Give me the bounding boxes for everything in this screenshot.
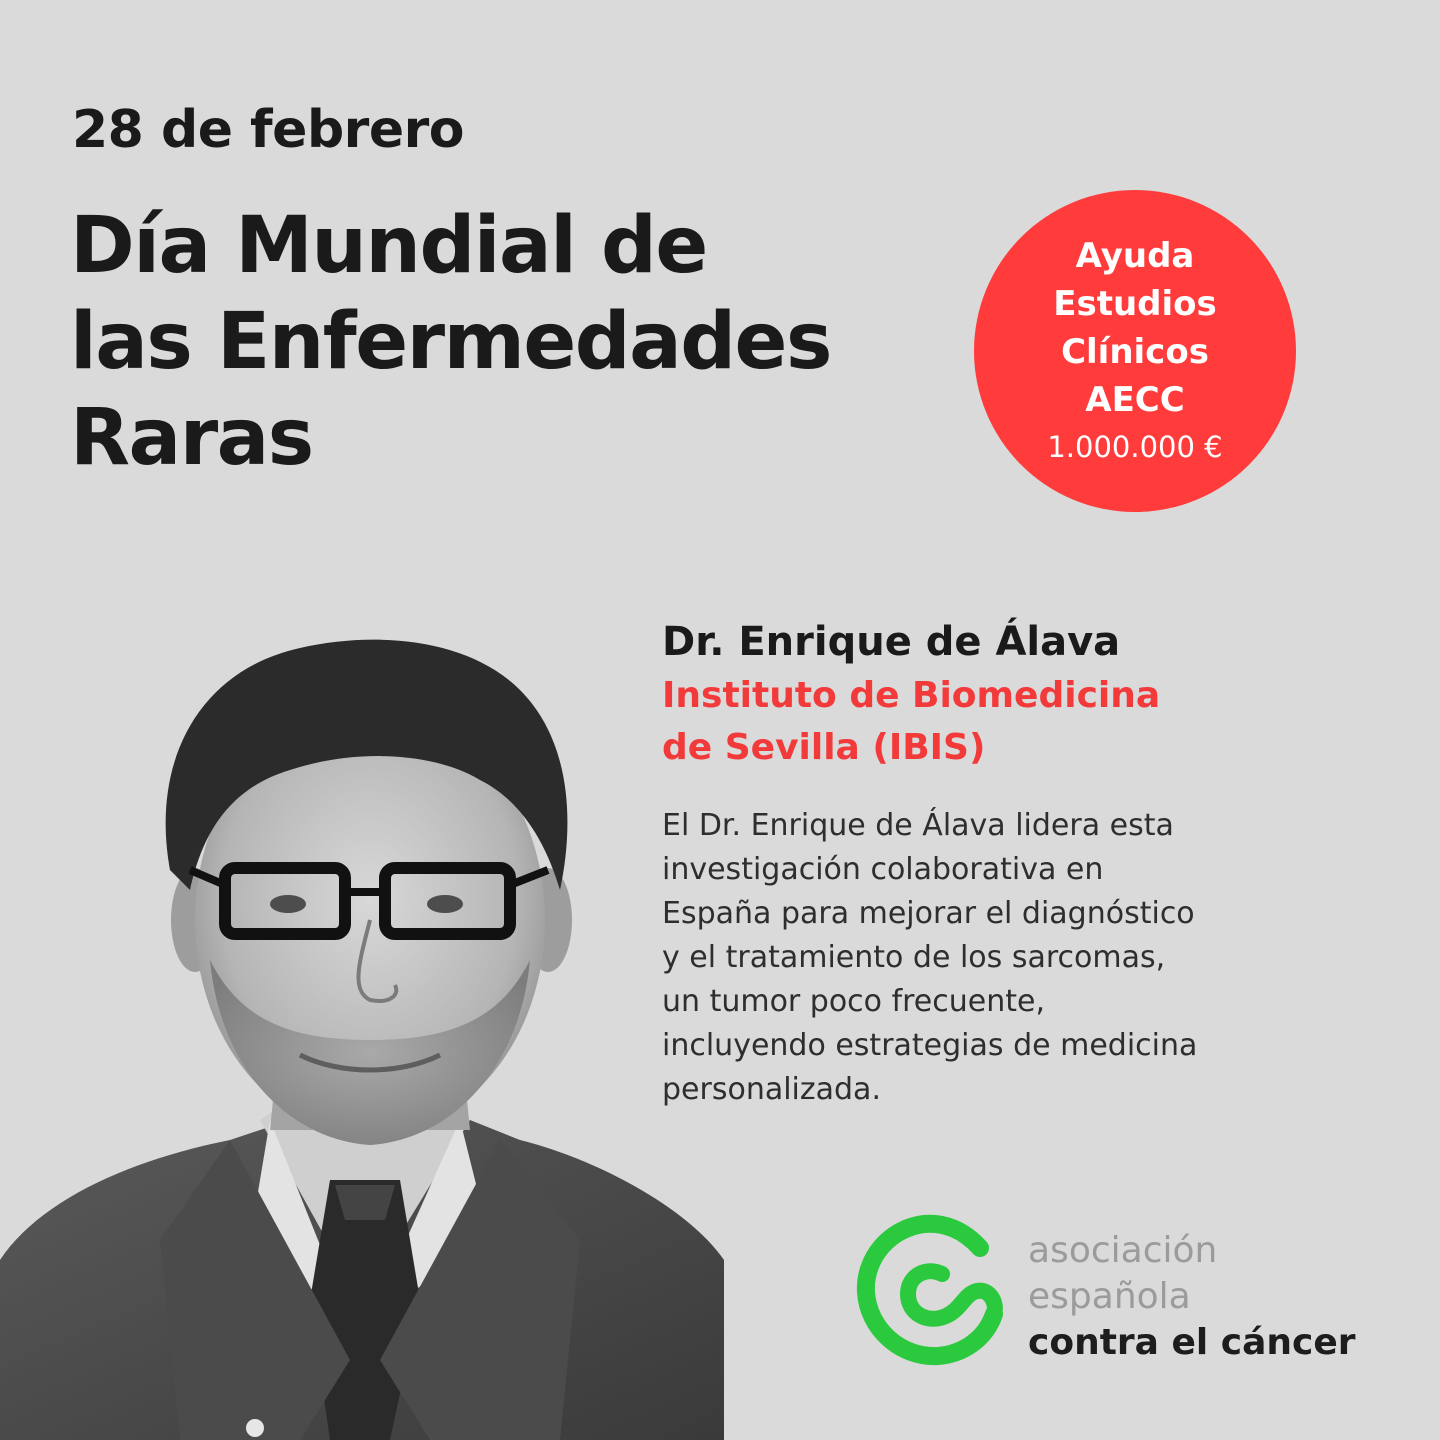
logo-text-line: contra el cáncer [1028, 1322, 1356, 1363]
aecc-logo-text [1028, 1228, 1356, 1366]
description-line: personalizada. [662, 1072, 881, 1107]
description-line: El Dr. Enrique de Álava lidera esta [662, 808, 1174, 843]
aecc-logo-icon [852, 1210, 1012, 1370]
institute-name [662, 670, 1160, 774]
title-line: las Enfermedades [70, 297, 831, 387]
badge-amount: 1.000.000 € [1047, 430, 1223, 464]
description-line: y el tratamiento de los sarcomas, [662, 940, 1166, 975]
event-date: 28 de febrero [72, 100, 464, 160]
logo-text-line: española [1028, 1276, 1191, 1317]
badge-line: Ayuda [1075, 236, 1195, 276]
doctor-portrait-photo [0, 600, 740, 1440]
description-line: un tumor poco frecuente, [662, 984, 1045, 1019]
description-line: España para mejorar el diagnóstico [662, 896, 1195, 931]
logo-text-line: asociación [1028, 1230, 1218, 1271]
doctor-name: Dr. Enrique de Álava [662, 619, 1121, 665]
badge-line: AECC [1085, 380, 1185, 420]
funding-badge [974, 190, 1296, 512]
description-line: investigación colaborativa en [662, 852, 1104, 887]
description-text [662, 804, 1197, 1112]
description-line: incluyendo estrategias de medicina [662, 1028, 1198, 1063]
title-line: Día Mundial de [70, 201, 707, 291]
badge-line: Clínicos [1061, 332, 1209, 372]
institute-line: de Sevilla (IBIS) [662, 727, 986, 768]
badge-line: Estudios [1053, 284, 1217, 324]
title-line: Raras [70, 393, 313, 483]
institute-line: Instituto de Biomedicina [662, 675, 1161, 716]
page-title [70, 198, 970, 486]
